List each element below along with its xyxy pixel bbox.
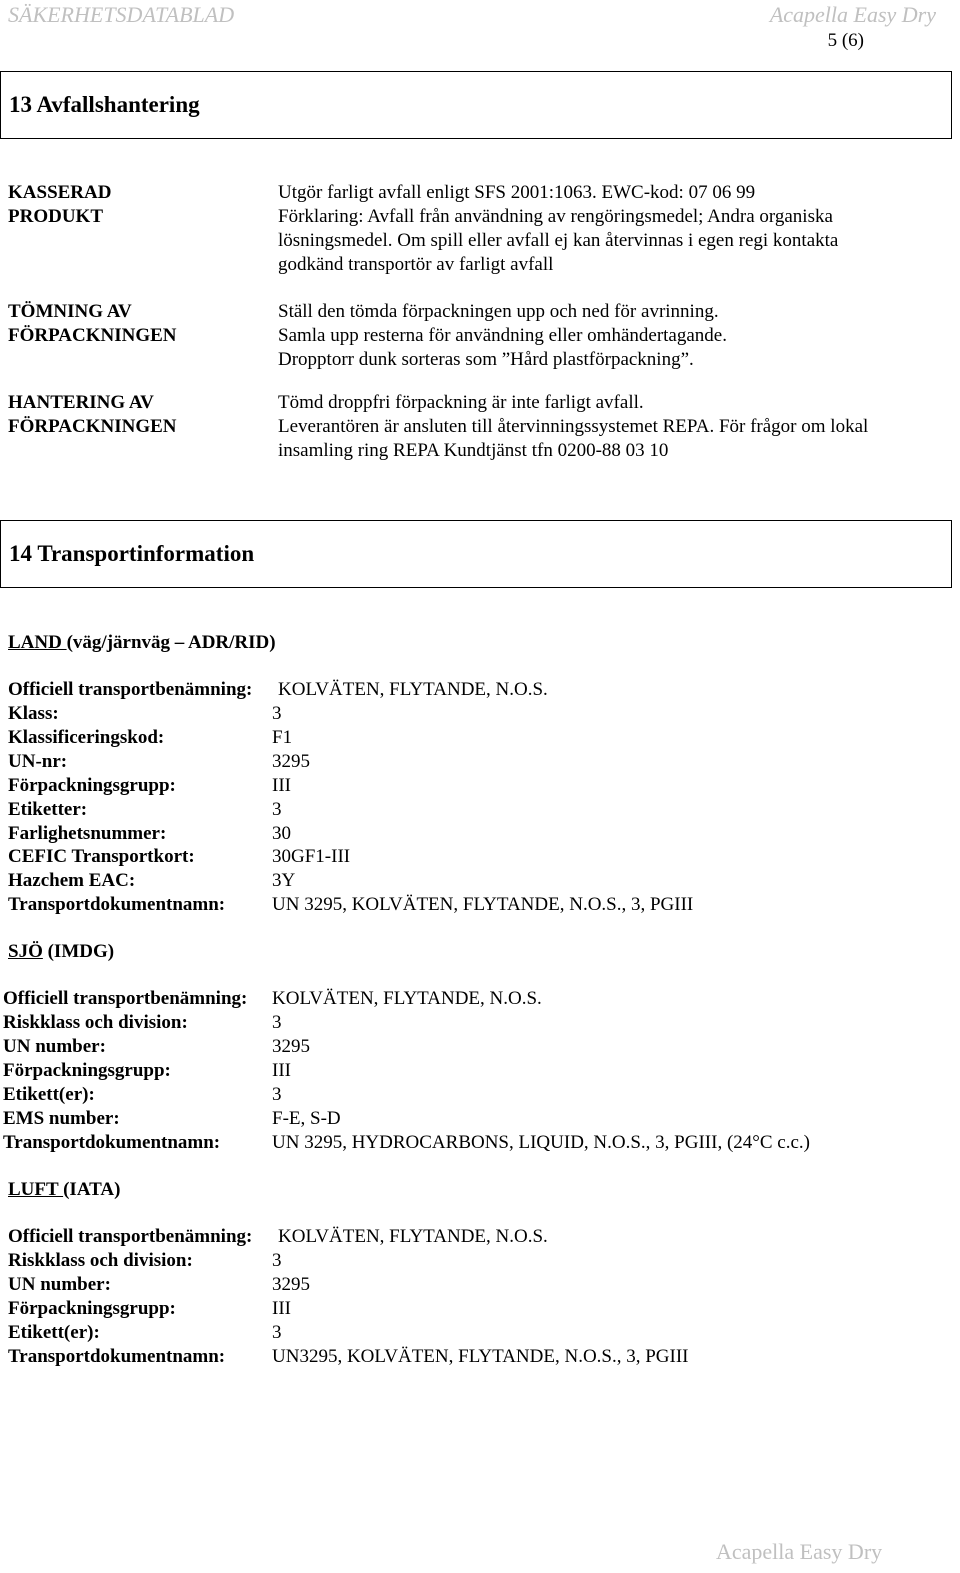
field-value: III: [272, 1297, 291, 1319]
field-value: 3: [272, 1083, 282, 1105]
air-name-label: Officiell transportbenämning:: [8, 1226, 253, 1247]
field-label: Klass:: [8, 703, 59, 724]
sea-heading: SJÖ (IMDG): [8, 941, 115, 962]
field-label: Klassificeringskod:: [8, 726, 165, 748]
field-label: Transportdokumentnamn:: [3, 1131, 221, 1153]
field-label: CEFIC Transportkort:: [8, 846, 195, 868]
field-value: 3295: [272, 1273, 310, 1295]
row-label: TÖMNING AV FÖRPACKNINGEN: [8, 301, 177, 346]
field-value: 3: [272, 703, 282, 724]
field-value: UN3295, KOLVÄTEN, FLYTANDE, N.O.S., 3, PGIII: [272, 1345, 689, 1367]
field-value: 3Y: [272, 870, 296, 892]
page-number: 5 (6): [827, 30, 864, 51]
air-name-value: KOLVÄTEN, FLYTANDE, N.O.S.: [278, 1226, 548, 1247]
field-label: Transportdokumentnamn:: [8, 894, 226, 916]
land-name-value: KOLVÄTEN, FLYTANDE, N.O.S.: [278, 679, 548, 700]
field-value: 3: [272, 1321, 282, 1343]
field-label: Riskklass och division:: [8, 1250, 193, 1271]
field-value: III: [272, 774, 291, 796]
field-label: Förpackningsgrupp:: [3, 1059, 171, 1081]
field-value: UN 3295, HYDROCARBONS, LIQUID, N.O.S., 3, PGIII, (24°C c.c.): [272, 1131, 810, 1153]
field-value: F1: [272, 726, 293, 748]
field-value: 3: [272, 1250, 282, 1271]
air-heading: LUFT (IATA): [8, 1179, 121, 1200]
row-label: HANTERING AV FÖRPACKNINGEN: [8, 392, 177, 437]
field-label: Riskklass och division:: [3, 1012, 188, 1033]
field-label: Farlighetsnummer:: [8, 822, 167, 844]
field-value: 30GF1-III: [272, 846, 351, 868]
land-heading: LAND (väg/järnväg – ADR/RID): [8, 632, 276, 653]
field-label: UN number:: [3, 1035, 106, 1057]
row-text: Ställ den tömda förpackningen upp och ned för avrinning. Samla upp resterna för användning eller omhändertagande. Dropptorr dunk sorteras som ”Hård plastförpackning”.: [278, 301, 727, 370]
field-label: Etikett(er):: [8, 1321, 100, 1343]
footer-product-name: Acapella Easy Dry: [716, 1539, 883, 1564]
field-value: 3: [272, 798, 282, 820]
field-label: Etiketter:: [8, 798, 88, 820]
land-name-label: Officiell transportbenämning:: [8, 679, 253, 700]
section-13-title: 13 Avfallshantering: [9, 92, 200, 117]
section-14-header: [0, 520, 952, 588]
row-text: Utgör farligt avfall enligt SFS 2001:1063. EWC-kod: 07 06 99 Förklaring: Avfall från användning av rengöringsmedel; Andra organiska lösningsmedel. Om spill eller avfall ej kan återvinnas i egen regi kontakta godkänd transportör av farligt avfall: [278, 182, 839, 275]
field-label: Förpackningsgrupp:: [8, 1297, 176, 1319]
row-text: Tömd droppfri förpackning är inte farligt avfall. Leverantören är ansluten till återvinningssystemet REPA. För frågor om lokal insamling ring REPA Kundtjänst tfn 0200-88 03 10: [278, 392, 869, 461]
field-value: 3295: [272, 750, 310, 772]
sea-name-label: Officiell transportbenämning:: [3, 988, 248, 1009]
field-label: Transportdokumentnamn:: [8, 1345, 226, 1367]
field-value: III: [272, 1059, 291, 1081]
field-value: UN 3295, KOLVÄTEN, FLYTANDE, N.O.S., 3, PGIII: [272, 894, 694, 916]
sea-name-value: KOLVÄTEN, FLYTANDE, N.O.S.: [272, 988, 542, 1009]
document-title: SÄKERHETSDATABLAD: [8, 2, 235, 27]
field-label: UN number:: [8, 1273, 111, 1295]
product-name: Acapella Easy Dry: [769, 2, 936, 27]
field-label: Förpackningsgrupp:: [8, 774, 176, 796]
field-label: Etikett(er):: [3, 1083, 95, 1105]
section-14-title: 14 Transportinformation: [9, 541, 255, 566]
section-13-header: [0, 71, 952, 139]
field-label: Hazchem EAC:: [8, 870, 136, 892]
field-label: EMS number:: [3, 1107, 120, 1129]
row-label: KASSERAD PRODUKT: [8, 182, 112, 227]
field-value: 3: [272, 1012, 282, 1033]
field-value: 30: [272, 822, 291, 844]
field-value: F-E, S-D: [272, 1107, 341, 1129]
field-label: UN-nr:: [8, 750, 68, 772]
field-value: 3295: [272, 1035, 310, 1057]
